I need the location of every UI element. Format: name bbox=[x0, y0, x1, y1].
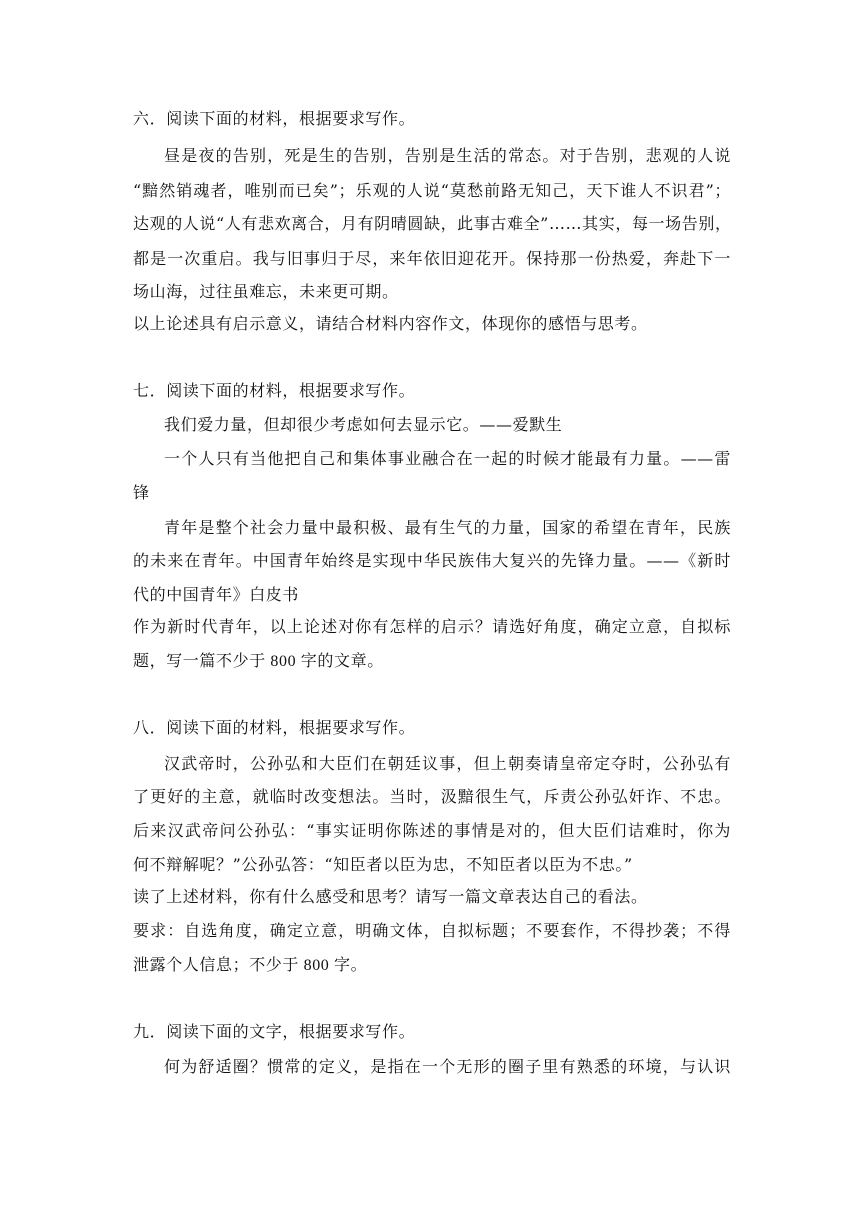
section-6-heading: 六．阅读下面的材料，根据要求写作。 bbox=[133, 111, 416, 128]
section-7-quote-2-line-2: 锋 bbox=[133, 483, 150, 502]
section-6-paragraph-line-1: 昼是夜的告别，死是生的告别，告别是生活的常态。对于告别，悲观的人说 bbox=[164, 146, 731, 165]
section-8-paragraph-line-4: 何不辩解呢？”公孙弘答：“知臣者以臣为忠，不知臣者以臣为不忠。” bbox=[133, 855, 633, 874]
section-6-paragraph-line-2: “黯然销魂者，唯别而已矣”；乐观的人说“莫愁前路无知己，天下谁人不识君”； bbox=[133, 181, 731, 200]
section-6-paragraph-line-5: 场山海，过往虽难忘，未来更可期。 bbox=[133, 282, 399, 301]
section-9-paragraph-line-1: 何为舒适圈？惯常的定义，是指在一个无形的圈子里有熟悉的环境，与认识 bbox=[164, 1057, 731, 1076]
section-7-quote-1: 我们爱力量，但却很少考虑如何去显示它。——爱默生 bbox=[164, 415, 563, 434]
section-7-heading: 七．阅读下面的材料，根据要求写作。 bbox=[133, 383, 416, 400]
section-8-paragraph-line-1: 汉武帝时，公孙弘和大臣们在朝廷议事，但上朝奏请皇帝定夺时，公孙弘有 bbox=[164, 754, 731, 773]
section-7-task-line-1: 作为新时代青年，以上论述对你有怎样的启示？请选好角度，确定立意，自拟标 bbox=[133, 619, 731, 636]
section-8-task-line-3: 泄露个人信息；不少于 800 字。 bbox=[133, 957, 368, 974]
section-6-task: 以上论述具有启示意义，请结合材料内容作文，体现你的感悟与思考。 bbox=[133, 316, 648, 333]
section-7-quote-2-line-1: 一个人只有当他把自己和集体事业融合在一起的时候才能最有力量。——雷 bbox=[164, 449, 731, 468]
section-8-paragraph-line-2: 了更好的主意，就临时改变想法。当时，汲黯很生气，斥责公孙弘奸诈、不忠。 bbox=[133, 787, 731, 806]
section-8-task-line-2: 要求：自选角度，确定立意，明确文体，自拟标题；不要套作，不得抄袭；不得 bbox=[133, 923, 731, 940]
section-9-heading: 九．阅读下面的文字，根据要求写作。 bbox=[133, 1024, 416, 1041]
section-7-task-line-2: 题，写一篇不少于 800 字的文章。 bbox=[133, 653, 384, 670]
section-8-heading: 八．阅读下面的材料，根据要求写作。 bbox=[133, 720, 416, 737]
section-6-paragraph-line-3: 达观的人说“人有悲欢离合，月有阴晴圆缺，此事古难全”……其实，每一场告别， bbox=[133, 214, 732, 233]
section-8-paragraph-line-3: 后来汉武帝问公孙弘：“事实证明你陈述的事情是对的，但大臣们诘难时，你为 bbox=[133, 821, 731, 840]
section-7-quote-3-line-2: 的未来在青年。中国青年始终是实现中华民族伟大复兴的先锋力量。——《新时 bbox=[133, 551, 731, 570]
section-6-paragraph-line-4: 都是一次重启。我与旧事归于尽，来年依旧迎花开。保持那一份热爱，奔赴下一 bbox=[133, 249, 731, 268]
section-8-task-line-1: 读了上述材料，你有什么感受和思考？请写一篇文章表达自己的看法。 bbox=[133, 889, 648, 906]
section-7-quote-3-line-1: 青年是整个社会力量中最积极、最有生气的力量，国家的希望在青年，民族 bbox=[164, 518, 731, 537]
section-7-quote-3-line-3: 代的中国青年》白皮书 bbox=[133, 585, 300, 604]
